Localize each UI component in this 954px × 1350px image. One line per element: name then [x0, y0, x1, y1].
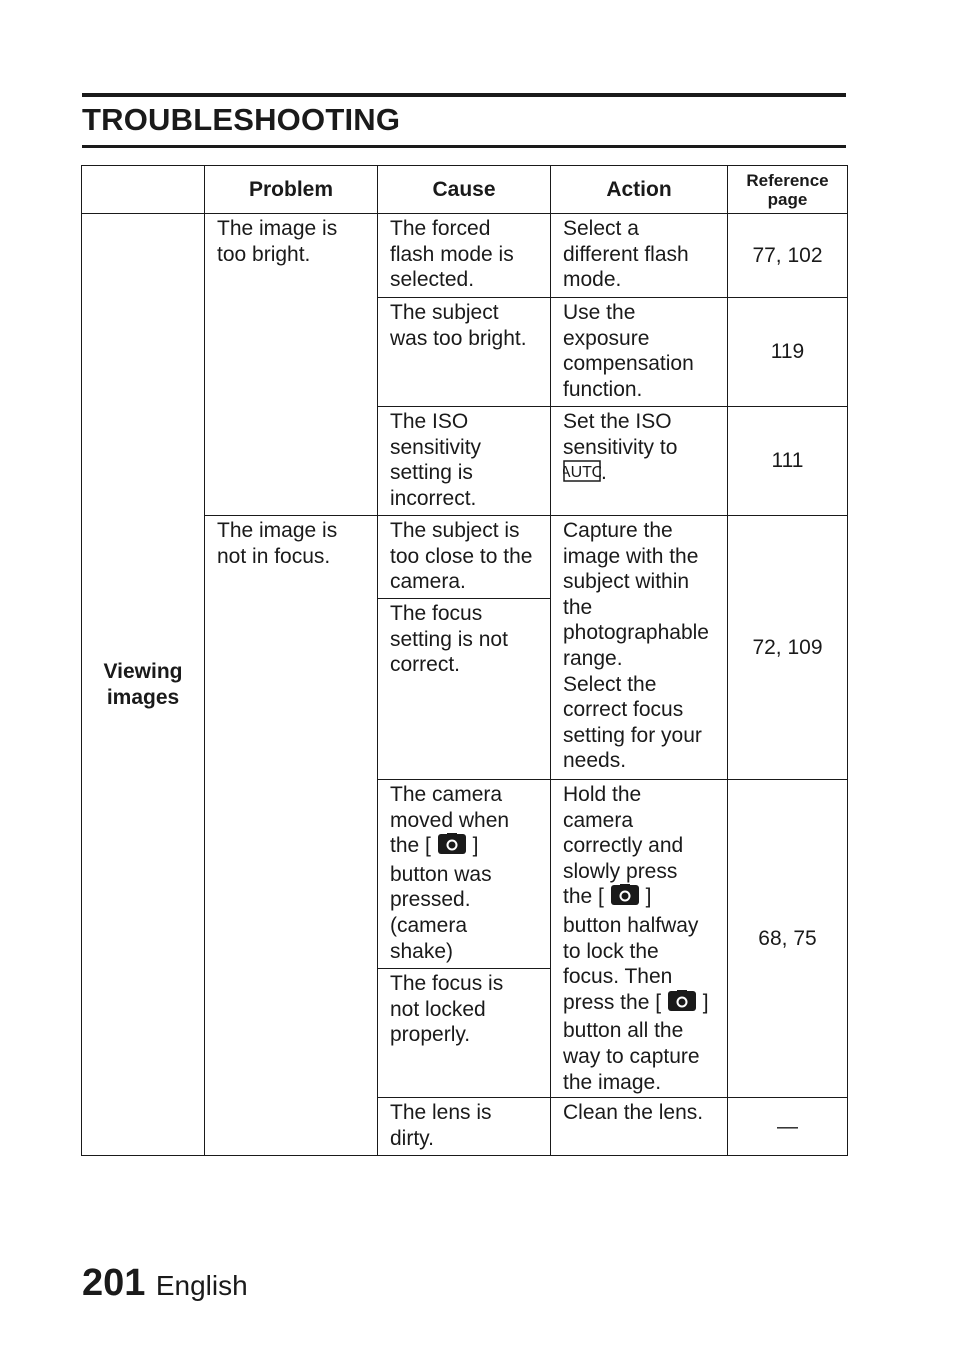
cause-cell: The focus is not locked properly.: [378, 968, 551, 1097]
page-language: English: [155, 1270, 248, 1301]
troubleshooting-table: [81, 165, 848, 1156]
header-category: [82, 166, 205, 214]
cause-cell: The subject was too bright.: [378, 298, 551, 407]
action-cell: Capture the image with the subject within the photographable range. Select the correct focus setting for your needs.: [551, 516, 728, 780]
cause-cell: The subject is too close to the camera.: [378, 516, 551, 599]
table-row: [82, 214, 848, 298]
camera-icon: [437, 833, 467, 862]
camera-icon: [667, 990, 697, 1019]
header-action: Action: [551, 166, 728, 214]
title-rule-top: [82, 93, 846, 97]
problem-cell: The image is too bright.: [205, 214, 378, 516]
header-problem: Problem: [205, 166, 378, 214]
action-cell: Clean the lens.: [551, 1098, 728, 1156]
reference-cell: 68, 75: [728, 780, 848, 1098]
header-reference: Reference page: [728, 166, 848, 214]
action-cell: Set the ISO sensitivity to UT .: [551, 407, 728, 516]
problem-cell: The image is not in focus.: [205, 516, 378, 1156]
reference-cell: 72, 109: [728, 516, 848, 780]
action-cell: Hold the camera correctly and slowly press the [ ] button halfway to lock the focus. Then press the [ ] button all the way to capture the image.: [551, 780, 728, 1098]
action-cell: Select a different flash mode.: [551, 214, 728, 298]
action-cell: Use the exposure compensation function.: [551, 298, 728, 407]
cause-cell: The camera moved when the [ ] button was pressed. (camera shake): [378, 780, 551, 969]
cause-cell: The focus setting is not correct.: [378, 599, 551, 780]
reference-cell: —: [728, 1098, 848, 1156]
header-cause: Cause: [378, 166, 551, 214]
page-footer: [82, 1262, 248, 1305]
svg-text:AUTO: UT: [570, 464, 592, 482]
iso-auto-icon: [563, 460, 601, 489]
page-number: 201: [82, 1262, 146, 1304]
reference-cell: 119: [728, 298, 848, 407]
reference-cell: 111: [728, 407, 848, 516]
cause-cell: The ISO sensitivity setting is incorrect.: [378, 407, 551, 516]
camera-icon: [610, 884, 640, 913]
reference-cell: 77, 102: [728, 214, 848, 298]
title-rule-bottom: [82, 145, 846, 148]
header-row: [82, 166, 848, 214]
page-title: TROUBLESHOOTING: [82, 102, 401, 137]
cause-cell: The lens is dirty.: [378, 1098, 551, 1156]
category-cell: Viewing images: [82, 214, 205, 1156]
cause-cell: The forced flash mode is selected.: [378, 214, 551, 298]
